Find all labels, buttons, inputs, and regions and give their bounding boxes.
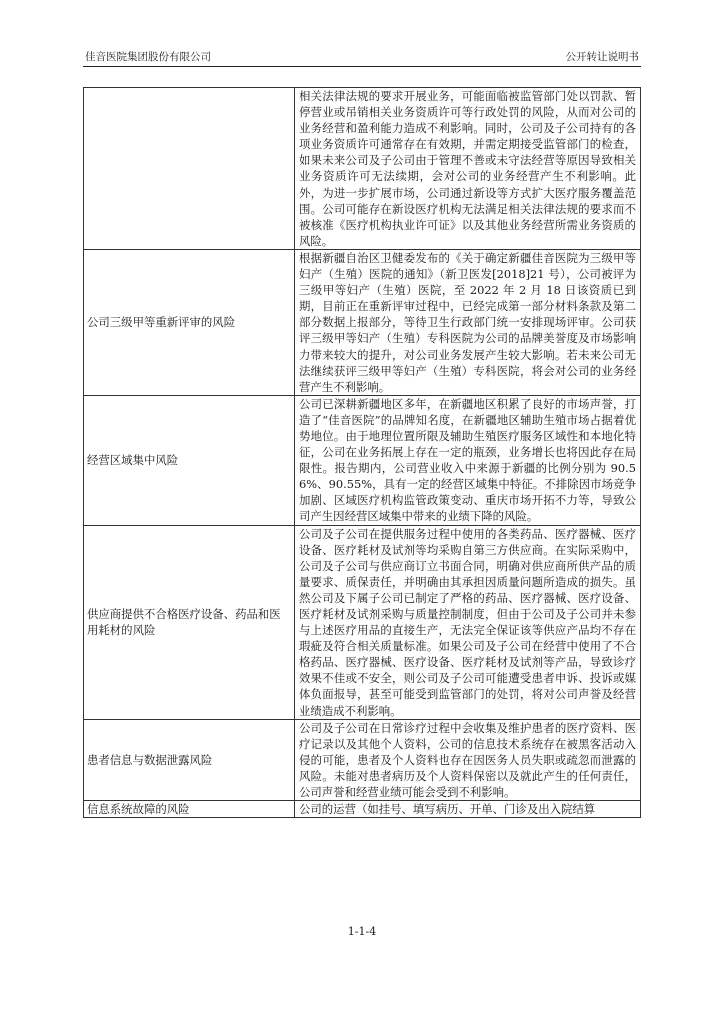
table-row	[84, 719, 641, 800]
header-document-type: 公开转让说明书	[565, 51, 639, 63]
risk-description-cell: 公司的运营（如挂号、填写病历、开单、门诊及出入院结算	[295, 801, 641, 818]
risk-description-cell: 公司及子公司在日常诊疗过程中会收集及维护患者的医疗资料、医疗记录以及其他个人资料，公司的信息技术系统存在被黑客活动入侵的可能，患者及个人资料也存在因医务人员失职或疏忽而泄露的风险。未能对患者病历及个人资料保密以及就此产生的任何责任，公司声誉和经营业绩可能会受到不利影响。	[295, 719, 641, 800]
table-row	[84, 249, 641, 395]
risk-name-cell: 公司三级甲等重新评审的风险	[84, 249, 295, 395]
risk-name-cell: 经营区域集中风险	[84, 395, 295, 525]
risk-name-cell: 患者信息与数据泄露风险	[84, 719, 295, 800]
risk-description-cell: 根据新疆自治区卫健委发布的《关于确定新疆佳音医院为三级甲等妇产（生殖）医院的通知》（新卫医发[2018]21 号），公司被评为三级甲等妇产（生殖）医院，至 2022 年 2 月 18 日该资质已到期，目前正在重新评审过程中，已经完成第一部分材料条款及第二部分数据上报部分，等待卫生行政部门统一安排现场评审。公司获评三级甲等妇产（生殖）专科医院为公司的品牌美誉度及市场影响力带来较大的提升，对公司业务发展产生较大影响。若未来公司无法继续获评三级甲等妇产（生殖）专科医院，将会对公司的业务经营产生不利影响。	[295, 249, 641, 395]
table-row	[84, 801, 641, 818]
page-header	[83, 50, 641, 67]
table-row	[84, 395, 641, 525]
risk-name-cell: 供应商提供不合格医疗设备、药品和医用耗材的风险	[84, 525, 295, 719]
risk-description-cell: 公司已深耕新疆地区多年，在新疆地区积累了良好的市场声誉，打造了“佳音医院”的品牌知名度，在新疆地区辅助生殖市场占据着优势地位。由于地理位置所限及辅助生殖医疗服务区域性和本地化特征，公司在业务拓展上存在一定的瓶颈，业务增长也将因此存在局限性。报告期内，公司营业收入中来源于新疆的比例分别为 90.56%、90.55%，具有一定的经营区域集中特征。不排除因市场竞争加剧、区域医疗机构监管政策变动、重庆市场开拓不力等，导致公司产生因经营区域集中带来的业绩下降的风险。	[295, 395, 641, 525]
page-number: 1-1-4	[347, 925, 377, 938]
risk-description-cell: 相关法律法规的要求开展业务，可能面临被监管部门处以罚款、暂停营业或吊销相关业务资质许可等行政处罚的风险，从而对公司的业务经营和盈利能力造成不利影响。同时，公司及子公司持有的各项业务资质许可通常存在有效期，并需定期接受监管部门的检查，如果未来公司及子公司由于管理不善或未守法经营等原因导致相关业务资质许可无法续期，会对公司的业务经营产生不利影响。此外，为进一步扩展市场，公司通过新设等方式扩大医疗服务覆盖范围。公司可能存在新设医疗机构无法满足相关法律法规的要求而不被核准《医疗机构执业许可证》以及其他业务经营所需业务资质的风险。	[295, 88, 641, 250]
table-row	[84, 525, 641, 719]
risk-name-cell	[84, 88, 295, 250]
header-company-name: 佳音医院集团股份有限公司	[85, 51, 211, 63]
risk-name-cell: 信息系统故障的风险	[84, 801, 295, 818]
table-row	[84, 88, 641, 250]
risk-factor-table	[83, 87, 641, 818]
risk-description-cell: 公司及子公司在提供服务过程中使用的各类药品、医疗器械、医疗设备、医疗耗材及试剂等均采购自第三方供应商。在实际采购中，公司及子公司与供应商订立书面合同，明确对供应商所供产品的质量要求、质保责任，并明确由其承担因质量问题所造成的损失。虽然公司及下属子公司已制定了严格的药品、医疗器械、医疗设备、医疗耗材及试剂采购与质量控制制度，但由于公司及子公司并未参与上述医疗用品的直接生产，无法完全保证该等供应产品均不存在瑕疵及符合相关质量标准。如果公司及子公司在经营中使用了不合格药品、医疗器械、医疗设备、医疗耗材及试剂等产品，导致诊疗效果不佳或不安全，则公司及子公司可能遭受患者申诉、投诉或媒体负面报导，甚至可能受到监管部门的处罚，将对公司声誉及经营业绩造成不利影响。	[295, 525, 641, 719]
